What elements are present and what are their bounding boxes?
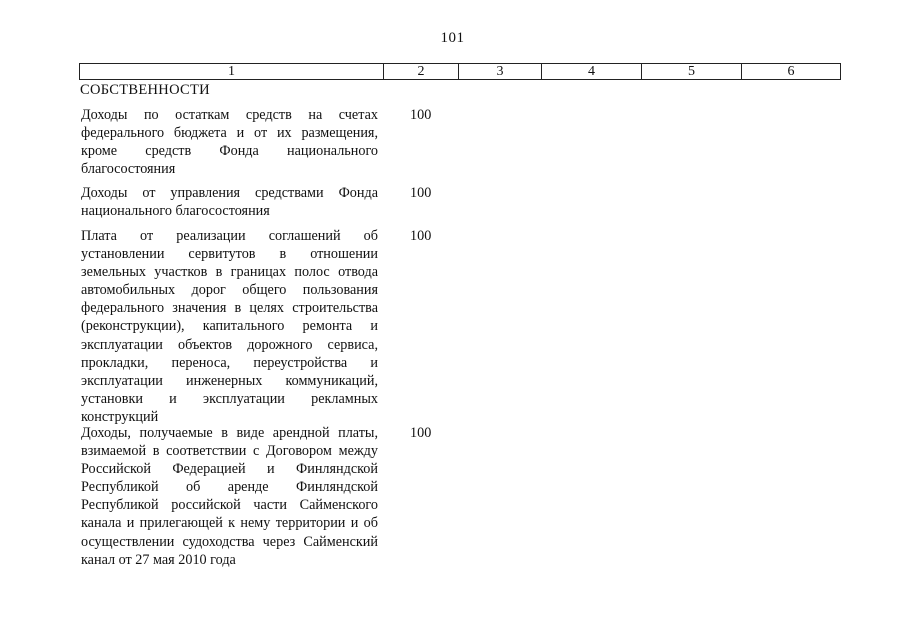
column-header-table [79,63,841,80]
section-title: СОБСТВЕННОСТИ [80,82,210,98]
row-value: 100 [410,107,432,123]
row-description: Плата от реализации соглашений об установлении сервитутов в отношении земельных участков в границах полос отвода автомобильных дорог общего пользования федерального значения в целях строительства (реконструкции), капитального ремонта и эксплуатации объектов дорожного сервиса, прокладки, переноса, переустройства и эксплуатации инженерных коммуникаций, установки и эксплуатации рекламных конструкций [81,228,378,425]
column-header-row [80,64,841,80]
row-value: 100 [410,185,432,201]
row-value: 100 [410,425,432,441]
row-value: 100 [410,228,432,244]
page-number: 101 [440,30,465,46]
column-header-5: 5 [642,64,742,80]
column-header-3: 3 [459,64,542,80]
column-header-2: 2 [384,64,459,80]
row-description: Доходы, получаемые в виде арендной платы, взимаемой в соответствии с Договором между Российской Федерацией и Финляндской Республикой об аренде Финляндской Республикой российской части Сайменского канала и прилегающей к нему территории и об осуществлении судоходства через Сайменский канал от 27 мая 2010 года [81,425,378,568]
row-description: Доходы по остаткам средств на счетах федерального бюджета и от их размещения, кроме средств Фонда национального благосостояния [81,107,378,178]
row-description: Доходы от управления средствами Фонда национального благосостояния [81,185,378,220]
column-header-4: 4 [542,64,642,80]
column-header-1: 1 [80,64,384,80]
column-header-6: 6 [742,64,841,80]
